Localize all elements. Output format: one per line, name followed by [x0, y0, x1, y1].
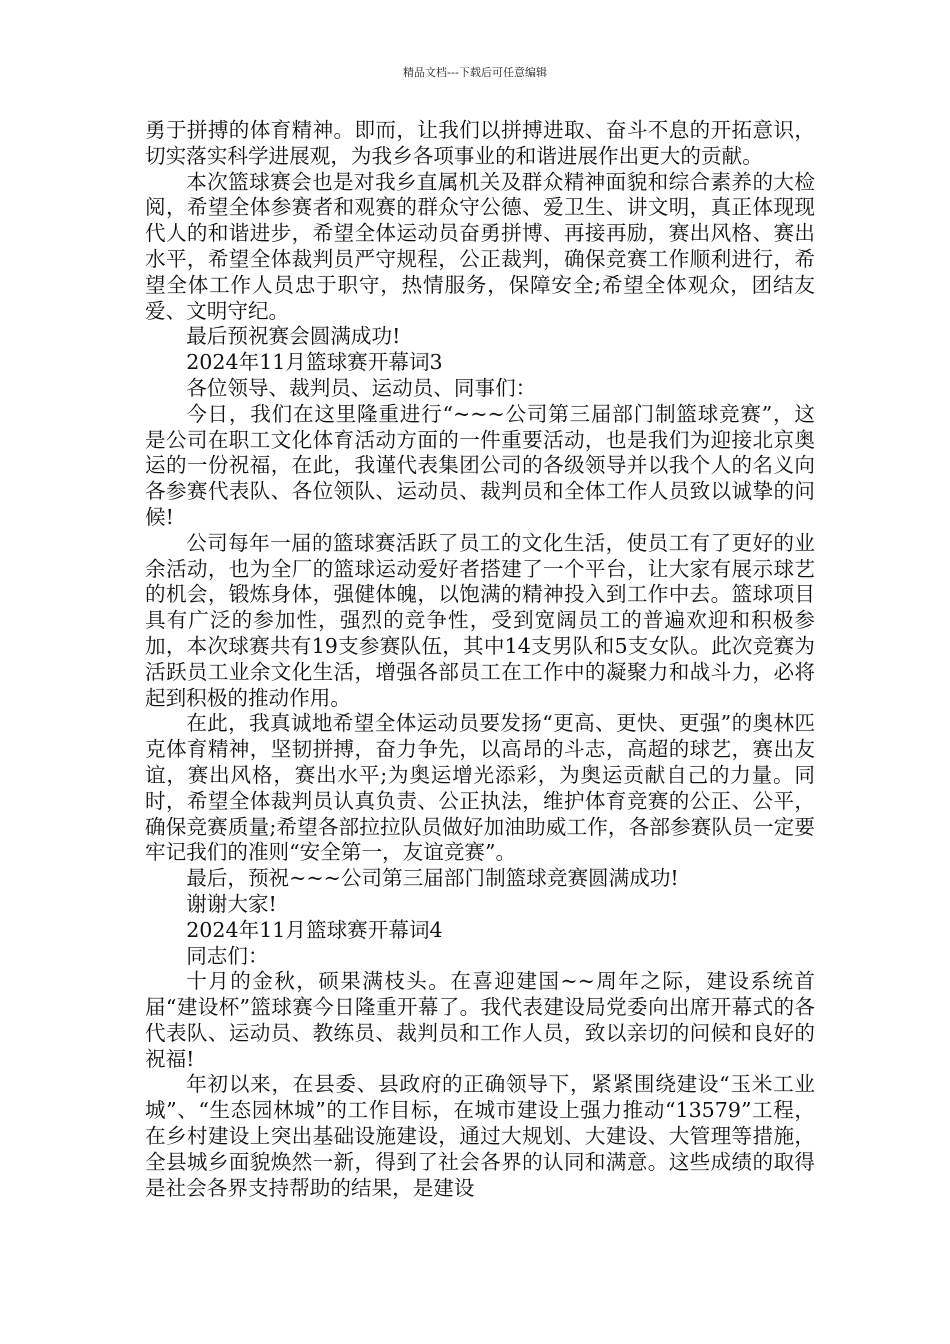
paragraph: 最后，预祝~~~公司第三届部门制篮球竞赛圆满成功! [186, 866, 679, 891]
document-body [145, 118, 815, 1201]
paragraph: 今日，我们在这里隆重进行“~~~公司第三届部门制篮球竞赛”，这是公司在职工文化体育活动方面的一件重要活动，也是我们为迎接北京奥运的一份祝福，在此，我谨代表集团公司的各级领导并以我个人的名义向各参赛代表队、各位领队、运动员、裁判员和全体工作人员致以诚挚的问候! [145, 401, 815, 529]
paragraph: 在此，我真诚地希望全体运动员要发扬“更高、更快、更强”的奥林匹克体育精神，坚韧拼搏，奋力争先，以高昂的斗志，高超的球艺，赛出友谊，赛出风格，赛出水平;为奥运增光添彩，为奥运贡献自己的力量。同时，希望全体裁判员认真负责、公正执法，维护体育竞赛的公正、公平，确保竞赛质量;希望各部拉拉队员做好加油助威工作，各部参赛队员一定要牢记我们的准则“安全第一，友谊竞赛”。 [145, 711, 815, 865]
paragraph: 年初以来，在县委、县政府的正确领导下，紧紧围绕建设“玉米工业城”、“生态园林城”的工作目标，在城市建设上强力推动“13579”工程，在乡村建设上突出基础设施建设，通过大规划、大建设、大管理等措施，全县城乡面貌焕然一新，得到了社会各界的认同和满意。这些成绩的取得是社会各界支持帮助的结果，是建设 [145, 1072, 815, 1200]
paragraph: 本次篮球赛会也是对我乡直属机关及群众精神面貌和综合素养的大检阅，希望全体参赛者和观赛的群众守公德、爱卫生、讲文明，真正体现现代人的和谐进步，希望全体运动员奋勇拼博、再接再励，赛出风格、赛出水平，希望全体裁判员严守规程，公正裁判，确保竞赛工作顺利进行，希望全体工作人员忠于职守，热情服务，保障安全;希望全体观众，团结友爱、文明守纪。 [145, 169, 815, 323]
section-heading: 2024年11月篮球赛开幕词4 [186, 917, 443, 942]
paragraph: 最后预祝赛会圆满成功! [186, 324, 401, 349]
paragraph: 谢谢大家! [186, 891, 277, 916]
paragraph: 勇于拼搏的体育精神。即而，让我们以拼搏进取、奋斗不息的开拓意识，切实落实科学进展观，为我乡各项事业的和谐进展作出更大的贡献。 [145, 118, 815, 168]
salutation: 同志们： [186, 943, 269, 968]
section-heading: 2024年11月篮球赛开幕词3 [186, 350, 443, 375]
salutation: 各位领导、裁判员、运动员、同事们： [186, 375, 537, 400]
paragraph: 公司每年一届的篮球赛活跃了员工的文化生活，使员工有了更好的业余活动，也为全厂的篮球运动爱好者搭建了一个平台，让大家有展示球艺的机会，锻炼身体，强健体魄，以饱满的精神投入到工作中去。篮球项目具有广泛的参加性，强烈的竞争性，受到宽阔员工的普遍欢迎和积极参加，本次球赛共有19支参赛队伍，其中14支男队和5支女队。此次竞赛为活跃员工业余文化生活，增强各部员工在工作中的凝聚力和战斗力，必将起到积极的推动作用。 [145, 530, 815, 710]
paragraph: 十月的金秋，硕果满枝头。在喜迎建国~~周年之际，建设系统首届“建设杯”篮球赛今日隆重开幕了。我代表建设局党委向出席开幕式的各代表队、运动员、教练员、裁判员和工作人员，致以亲切的问候和良好的祝福! [145, 969, 815, 1071]
page-header: 精品文档---下载后可任意编辑 [403, 66, 547, 79]
